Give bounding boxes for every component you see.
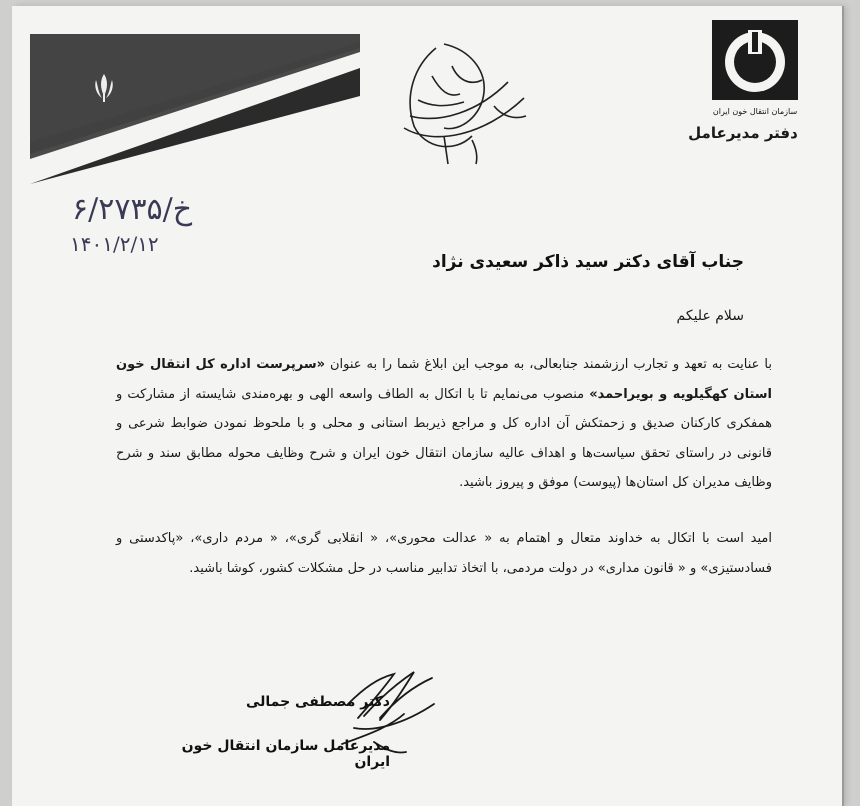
salutation: سلام علیکم	[676, 308, 744, 324]
addressee-line: جناب آقای دکتر سید ذاکر سعیدی نژاد	[432, 252, 744, 272]
logo-text: سازمان انتقال خون ایران	[712, 107, 798, 116]
office-label: دفتر مدیرعامل	[688, 124, 798, 142]
signer-title: مدیرعامل سازمان انتقال خون ایران	[181, 738, 390, 770]
body-text-part1: با عنایت به تعهد و تجارب ارزشمند جنابعالی، به موجب این ابلاغ شما را به عنوان	[325, 357, 772, 372]
letter-number: ۶/۲۷۳۵/خ	[72, 192, 193, 227]
body-paragraph	[116, 350, 772, 498]
flag-banner	[30, 34, 360, 184]
signer-name: دکتر مصطفی جمالی	[246, 694, 390, 710]
body-text-part2: منصوب می‌نمایم تا با اتکال به الطاف واسعه الهی و بهره‌مندی شایسته از مشارکت و همفکری کارکنان صدیق و زحمتکش آن اداره کل و مراجع ذیربط استانی و محلی و با ملحوظ نمودن ضوابط شرعی و قانونی در راستای تحقق سیاست‌ها و اهداف عالیه سازمان انتقال خون ایران و شرح وظایف محوله مطابق سند و شرح وظایف مدیران کل استان‌ها (پیوست) موفق و پیروز باشید.	[116, 386, 772, 490]
blood-transfusion-logo-icon	[712, 20, 798, 120]
calligraphy-emblem	[374, 36, 544, 166]
letter-date: ۱۴۰۱/۲/۱۲	[70, 232, 159, 256]
body-text-appointment: «سرپرست اداره کل انتقال خون استان کهگیلویه و بویراحمد»	[116, 357, 772, 402]
closing-paragraph: امید است با اتکال به خداوند متعال و اهتمام به « عدالت محوری»، « انقلابی گری»، « مردم داری»، «پاکدستی و فسادستیزی» و « قانون مداری» در دولت مردمی، با اتخاذ تدابیر مناسب در حل مشکلات کشور، کوشا باشید.	[116, 531, 772, 576]
letter-sheet	[12, 6, 842, 806]
